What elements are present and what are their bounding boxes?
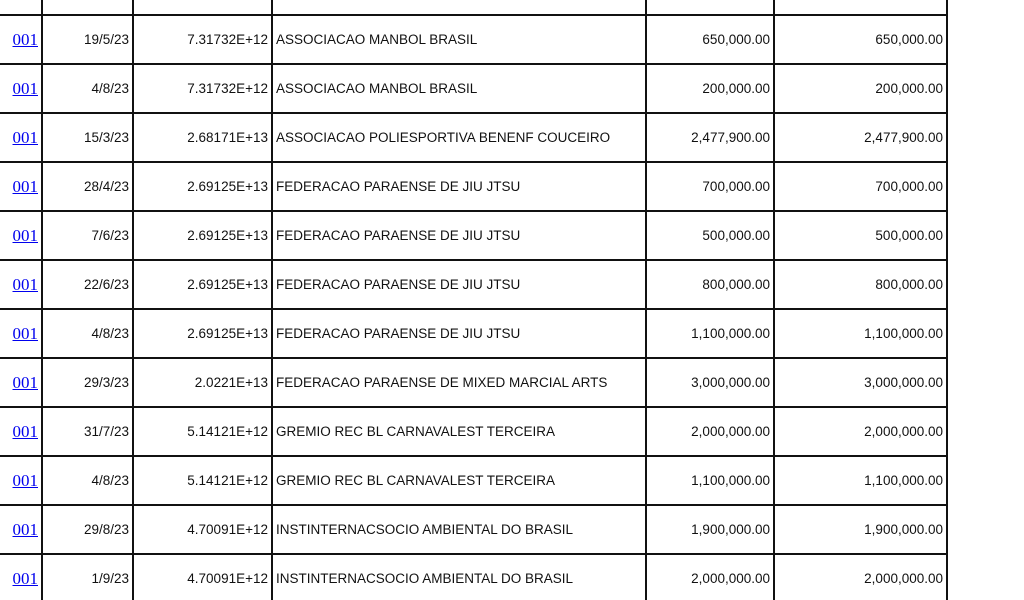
- entity-name-text: FEDERACAO PARAENSE DE JIU JTSU: [276, 179, 521, 194]
- table-row: [0, 113, 947, 162]
- document-link-cell: [0, 162, 42, 211]
- cnpj-text: 2.0221E+13: [194, 375, 268, 390]
- paid-value-cell: [774, 407, 947, 456]
- cnpj-text: 4.70091E+12: [187, 571, 268, 586]
- document-link-cell: [0, 211, 42, 260]
- paid-value-cell: [774, 162, 947, 211]
- entity-name-text: ASSOCIACAO MANBOL BRASIL: [276, 32, 478, 47]
- document-link[interactable]: 001: [12, 225, 38, 245]
- value-text: 1,100,000.00: [691, 473, 770, 488]
- date-cell: [42, 64, 133, 113]
- document-link-cell: [0, 407, 42, 456]
- entity-name-text: FEDERACAO PARAENSE DE JIU JTSU: [276, 277, 521, 292]
- value-cell: [646, 15, 774, 64]
- document-link[interactable]: 001: [12, 78, 38, 98]
- paid-value-text: 2,000,000.00: [864, 424, 943, 439]
- date-text: 28/4/23: [83, 179, 129, 194]
- value-text: 1,900,000.00: [691, 522, 770, 537]
- paid-value-cell: [774, 260, 947, 309]
- paid-value-text: 1,900,000.00: [864, 522, 943, 537]
- entity-name-text: FEDERACAO PARAENSE DE JIU JTSU: [276, 326, 521, 341]
- document-link[interactable]: 001: [12, 568, 38, 588]
- value-text: 2,477,900.00: [691, 130, 770, 145]
- cnpj-cell: [133, 260, 272, 309]
- entity-name-cell: [272, 162, 646, 211]
- date-cell: [42, 505, 133, 554]
- paid-value-text: 1,100,000.00: [864, 326, 943, 341]
- value-text: 3,000,000.00: [691, 375, 770, 390]
- cnpj-cell: [133, 113, 272, 162]
- date-text: 29/8/23: [83, 522, 129, 537]
- entity-name-text: FEDERACAO PARAENSE DE MIXED MARCIAL ARTS: [276, 375, 608, 390]
- value-cell: [646, 162, 774, 211]
- date-cell: [42, 162, 133, 211]
- value-cell: [646, 260, 774, 309]
- document-link-cell: [0, 64, 42, 113]
- entity-name-cell: [272, 211, 646, 260]
- value-text: 200,000.00: [702, 81, 770, 96]
- paid-value-text: 1,100,000.00: [864, 473, 943, 488]
- entity-name-text: GREMIO REC BL CARNAVALEST TERCEIRA: [276, 473, 556, 488]
- entity-name-text: FEDERACAO PARAENSE DE JIU JTSU: [276, 228, 521, 243]
- value-text: 800,000.00: [702, 277, 770, 292]
- document-link-cell: [0, 113, 42, 162]
- cnpj-cell: [133, 211, 272, 260]
- paid-value-text: 200,000.00: [875, 81, 943, 96]
- cnpj-text: 2.68171E+13: [187, 130, 268, 145]
- value-cell: [646, 0, 774, 15]
- date-text: 22/6/23: [83, 277, 129, 292]
- value-text: 700,000.00: [702, 179, 770, 194]
- paid-value-text: 800,000.00: [875, 277, 943, 292]
- date-cell: [42, 407, 133, 456]
- entity-name-cell: [272, 260, 646, 309]
- document-link[interactable]: 001: [12, 421, 38, 441]
- date-cell: [42, 113, 133, 162]
- cnpj-text: 2.69125E+13: [187, 179, 268, 194]
- date-cell: [42, 358, 133, 407]
- date-text: 4/8/23: [91, 81, 129, 96]
- value-cell: [646, 407, 774, 456]
- document-link-cell: [0, 505, 42, 554]
- table-row: [0, 15, 947, 64]
- cnpj-cell: [133, 162, 272, 211]
- cnpj-cell: [133, 64, 272, 113]
- value-text: 2,000,000.00: [691, 571, 770, 586]
- document-link[interactable]: 001: [12, 274, 38, 294]
- cnpj-text: 4.70091E+12: [187, 522, 268, 537]
- paid-value-text: 3,000,000.00: [864, 375, 943, 390]
- document-link-cell: [0, 15, 42, 64]
- document-link[interactable]: 001: [12, 372, 38, 392]
- paid-value-cell: [774, 211, 947, 260]
- table-row: [0, 162, 947, 211]
- date-text: 4/8/23: [91, 326, 129, 341]
- cnpj-cell: [133, 456, 272, 505]
- table-row: [0, 309, 947, 358]
- date-cell: [42, 456, 133, 505]
- entity-name-text: GREMIO REC BL CARNAVALEST TERCEIRA: [276, 424, 556, 439]
- table-row: [0, 358, 947, 407]
- date-text: 1/9/23: [91, 571, 129, 586]
- date-cell: [42, 211, 133, 260]
- cnpj-text: 2.69125E+13: [187, 326, 268, 341]
- document-link[interactable]: 001: [12, 29, 38, 49]
- date-text: 19/5/23: [83, 32, 129, 47]
- entity-name-text: INSTINTERNACSOCIO AMBIENTAL DO BRASIL: [276, 571, 574, 586]
- cnpj-cell: [133, 0, 272, 15]
- value-text: 500,000.00: [702, 228, 770, 243]
- entity-name-cell: [272, 15, 646, 64]
- document-link-cell: [0, 0, 42, 15]
- paid-value-cell: [774, 15, 947, 64]
- document-link[interactable]: 001: [12, 519, 38, 539]
- cnpj-text: 2.69125E+13: [187, 277, 268, 292]
- document-link-cell: [0, 554, 42, 600]
- date-cell: [42, 554, 133, 600]
- date-text: 29/3/23: [83, 375, 129, 390]
- value-text: 650,000.00: [702, 32, 770, 47]
- value-text: 2,000,000.00: [691, 424, 770, 439]
- document-link-cell: [0, 358, 42, 407]
- date-cell: [42, 260, 133, 309]
- entity-name-cell: [272, 0, 646, 15]
- cnpj-cell: [133, 309, 272, 358]
- paid-value-text: 2,000,000.00: [864, 571, 943, 586]
- cnpj-text: 5.14121E+12: [187, 424, 268, 439]
- paid-value-text: 650,000.00: [875, 32, 943, 47]
- value-cell: [646, 113, 774, 162]
- table-row: [0, 260, 947, 309]
- paid-value-cell: [774, 358, 947, 407]
- value-cell: [646, 554, 774, 600]
- document-link[interactable]: 001: [12, 323, 38, 343]
- value-cell: [646, 456, 774, 505]
- entity-name-text: ASSOCIACAO POLIESPORTIVA BENENF COUCEIRO: [276, 130, 611, 145]
- date-cell: [42, 0, 133, 15]
- date-text: 7/6/23: [91, 228, 129, 243]
- paid-value-text: 2,477,900.00: [864, 130, 943, 145]
- paid-value-cell: [774, 554, 947, 600]
- document-link[interactable]: 001: [12, 470, 38, 490]
- entity-name-cell: [272, 64, 646, 113]
- cnpj-cell: [133, 358, 272, 407]
- date-text: 31/7/23: [83, 424, 129, 439]
- table-row: [0, 0, 947, 15]
- entity-name-cell: [272, 113, 646, 162]
- table-row: [0, 505, 947, 554]
- entity-name-text: ASSOCIACAO MANBOL BRASIL: [276, 81, 478, 96]
- value-cell: [646, 211, 774, 260]
- paid-value-cell: [774, 64, 947, 113]
- paid-value-cell: [774, 0, 947, 15]
- document-link-cell: [0, 309, 42, 358]
- value-cell: [646, 64, 774, 113]
- value-cell: [646, 505, 774, 554]
- cnpj-text: 2.69125E+13: [187, 228, 268, 243]
- document-link[interactable]: 001: [12, 176, 38, 196]
- table-row: [0, 554, 947, 600]
- entity-name-cell: [272, 309, 646, 358]
- entity-name-cell: [272, 505, 646, 554]
- paid-value-cell: [774, 456, 947, 505]
- table-row: [0, 211, 947, 260]
- cnpj-text: 5.14121E+12: [187, 473, 268, 488]
- entity-name-text: INSTINTERNACSOCIO AMBIENTAL DO BRASIL: [276, 522, 574, 537]
- cnpj-cell: [133, 554, 272, 600]
- cnpj-text: 7.31732E+12: [187, 32, 268, 47]
- entity-name-cell: [272, 407, 646, 456]
- paid-value-cell: [774, 505, 947, 554]
- value-cell: [646, 309, 774, 358]
- document-link-cell: [0, 260, 42, 309]
- cnpj-text: 7.31732E+12: [187, 81, 268, 96]
- date-text: 4/8/23: [91, 473, 129, 488]
- document-link[interactable]: 001: [12, 127, 38, 147]
- date-cell: [42, 15, 133, 64]
- table-row: [0, 64, 947, 113]
- entity-name-cell: [272, 554, 646, 600]
- cnpj-cell: [133, 505, 272, 554]
- value-cell: [646, 358, 774, 407]
- value-text: 1,100,000.00: [691, 326, 770, 341]
- table-row: [0, 456, 947, 505]
- paid-value-cell: [774, 309, 947, 358]
- date-text: 15/3/23: [83, 130, 129, 145]
- cnpj-cell: [133, 15, 272, 64]
- table-row: [0, 407, 947, 456]
- paid-value-cell: [774, 113, 947, 162]
- paid-value-text: 500,000.00: [875, 228, 943, 243]
- date-cell: [42, 309, 133, 358]
- entity-name-cell: [272, 456, 646, 505]
- cnpj-cell: [133, 407, 272, 456]
- entity-name-cell: [272, 358, 646, 407]
- paid-value-text: 700,000.00: [875, 179, 943, 194]
- document-link-cell: [0, 456, 42, 505]
